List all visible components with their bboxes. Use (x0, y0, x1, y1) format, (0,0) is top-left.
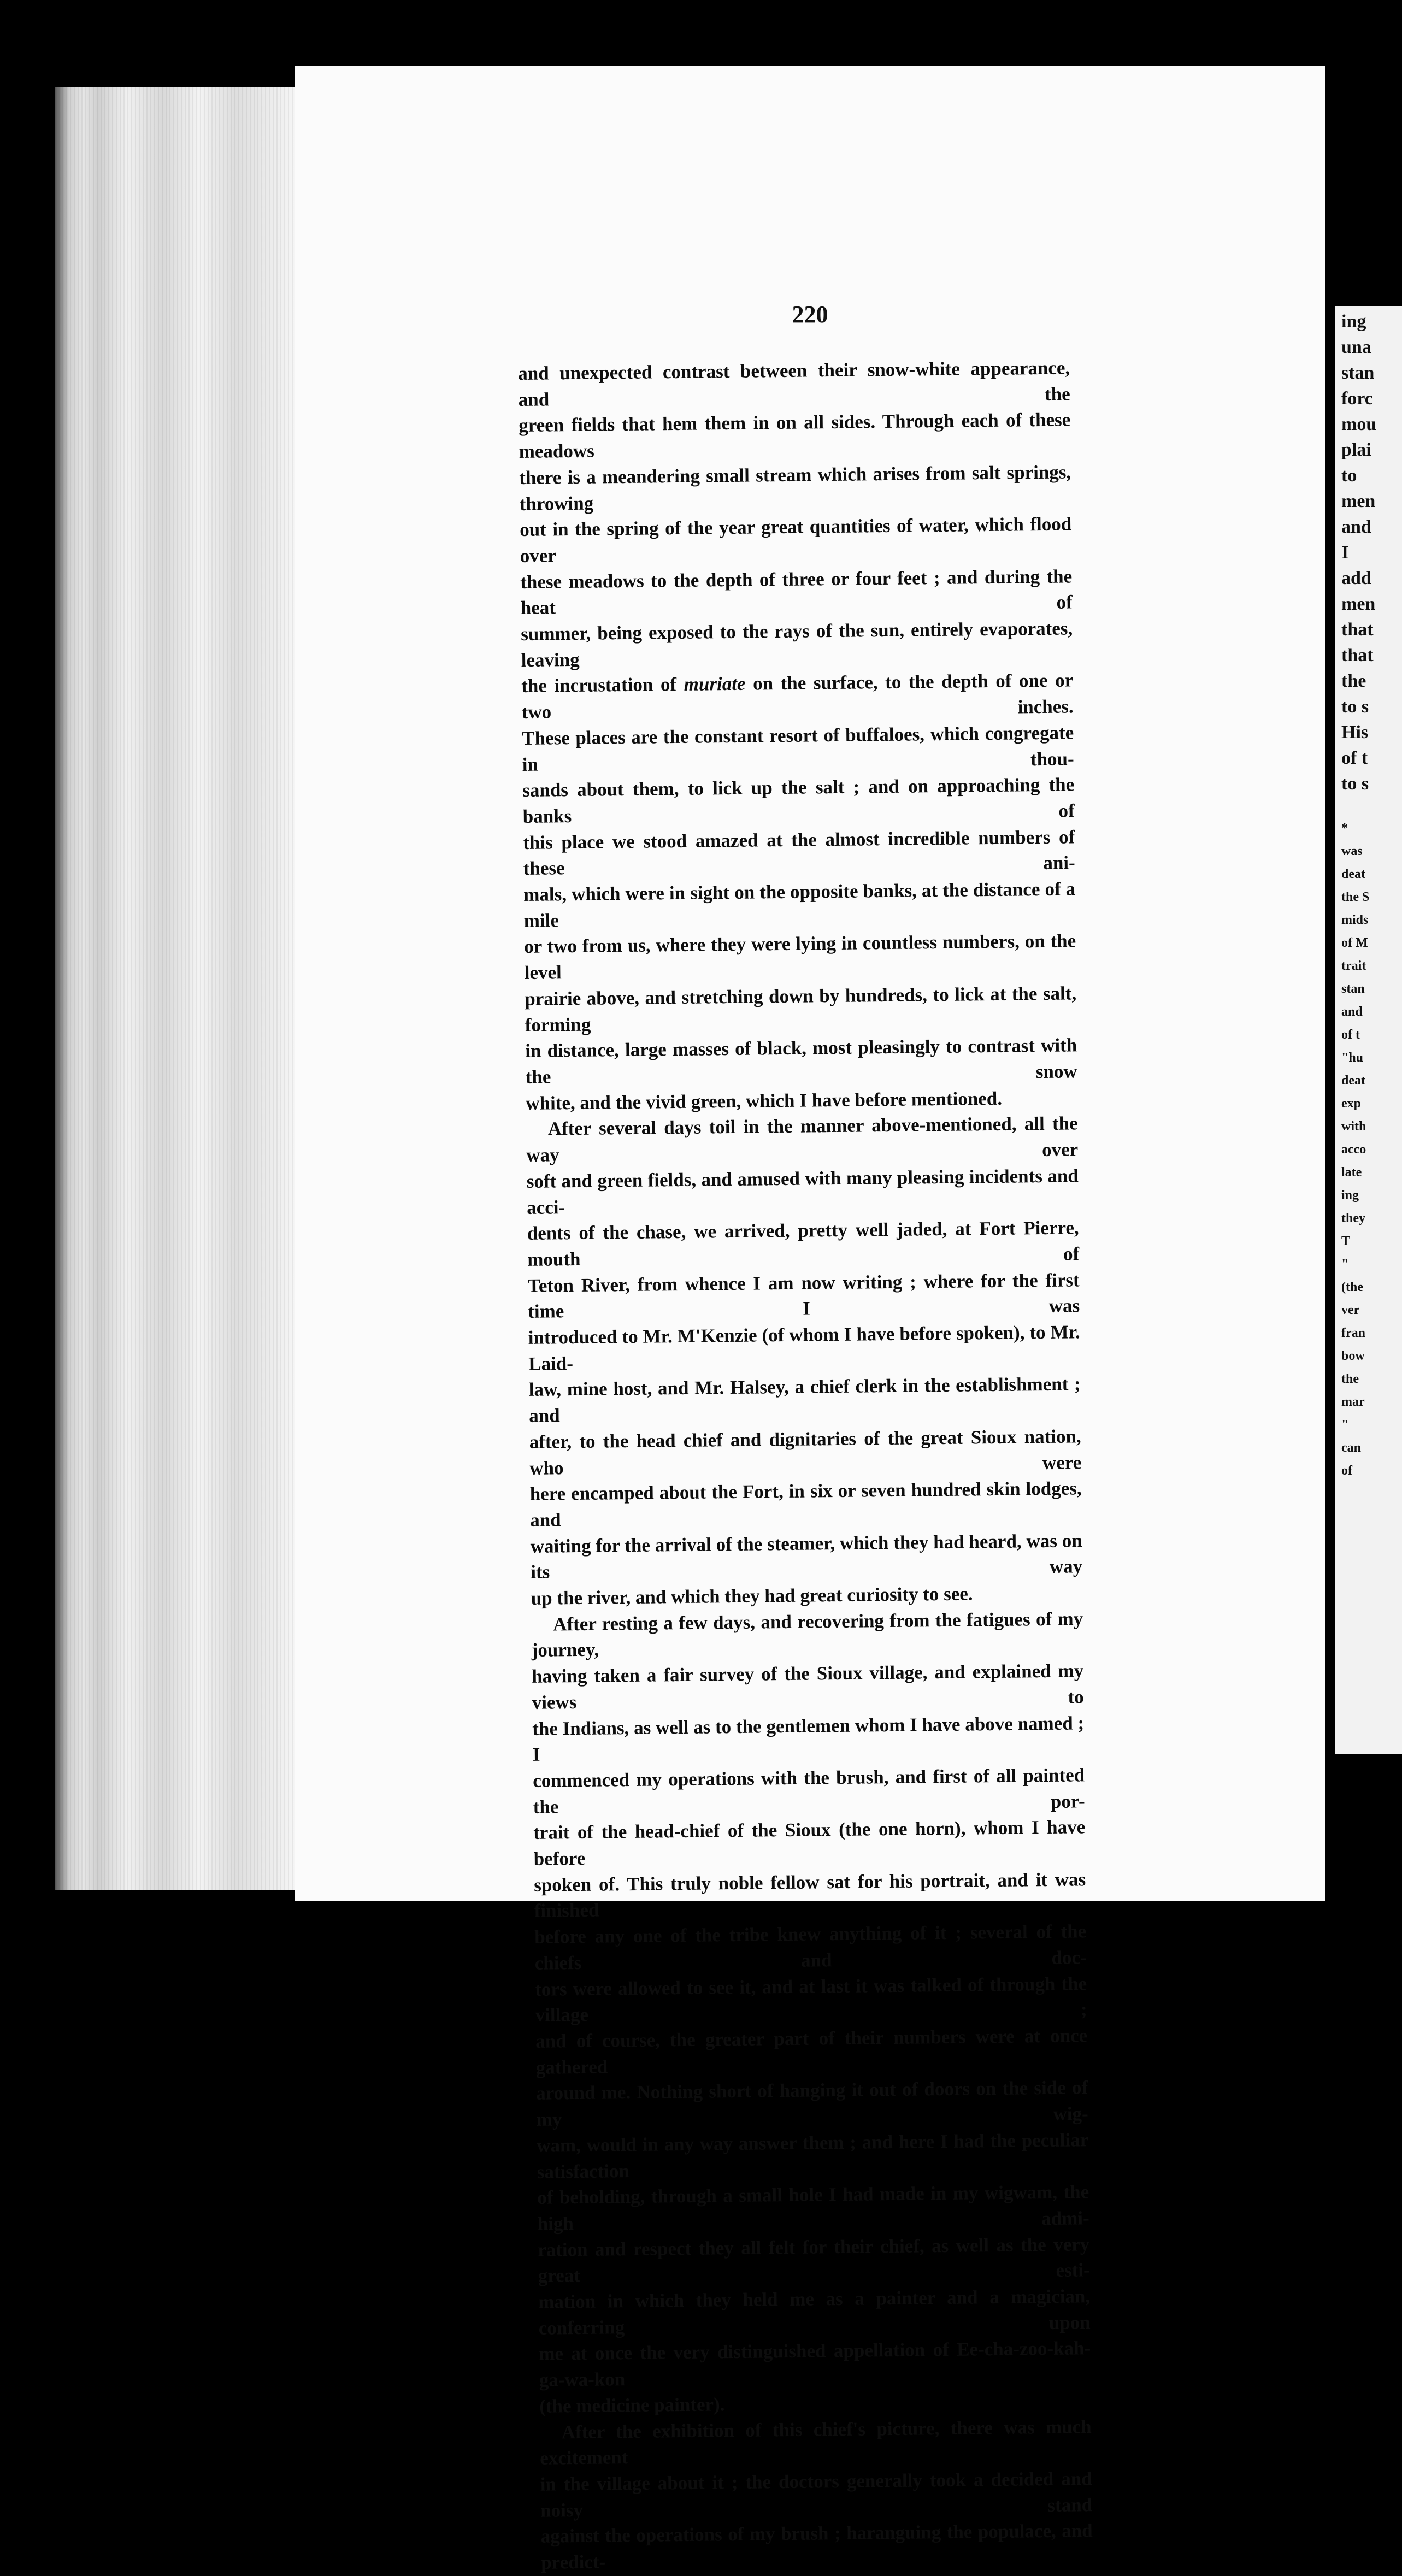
text-line: here encamped about the Fort, in six or seven hundred skin lodges, and (529, 1477, 1082, 1531)
facing-page-fragment (1335, 306, 1402, 1754)
text-line: and of course, the greater part of their numbers were at once gathered (535, 2025, 1088, 2078)
facing-page-text: of t (1341, 748, 1368, 768)
text-line: After several days toil in the manner above-mentioned, all the way over (526, 1112, 1079, 1166)
page-body-text (518, 355, 1093, 2575)
text-line: the incrustation of muriate on the surface, to the depth of one or two inches. (521, 669, 1074, 723)
page-number: 220 (792, 301, 828, 328)
facing-page-text: men (1341, 491, 1376, 511)
facing-page-text: and (1341, 517, 1371, 537)
text-line: this place we stood amazed at the almost incredible numbers of these ani- (523, 826, 1075, 880)
text-line: These places are the constant resort of buffaloes, which congregate in thou- (522, 722, 1074, 775)
facing-page-text: mou (1341, 414, 1377, 434)
text-line: after, to the head chief and dignitaries of the great Sioux nation, who were (529, 1425, 1082, 1479)
text-line: wam, would in any way answer them ; and here I had the peculiar satisfaction (537, 2129, 1089, 2183)
facing-page-text: I (1341, 543, 1349, 563)
text-line: law, mine host, and Mr. Halsey, a chief clerk in the establishment ; and (528, 1373, 1081, 1427)
text-line: the Indians, as well as to the gentlemen whom I have above named ; I (532, 1712, 1085, 1766)
facing-page-text: of t (1341, 1028, 1360, 1042)
facing-page-text: forc (1341, 388, 1373, 409)
text-line: soft and green fields, and amused with many pleasing incidents and acci- (526, 1165, 1079, 1218)
facing-page-text: stan (1341, 982, 1365, 996)
book-page (295, 66, 1325, 2573)
facing-page-text: to s (1341, 774, 1369, 794)
facing-page-text: (the (1341, 1280, 1363, 1294)
facing-page-text: was (1341, 844, 1363, 858)
text-line: having taken a fair survey of the Sioux village, and explained my views to (532, 1660, 1084, 1713)
text-line: dents of the chase, we arrived, pretty well jaded, at Fort Pierre, mouth of (527, 1217, 1080, 1270)
book-gutter (1325, 49, 1335, 1918)
text-line: ration and respect they all felt for their chief, as well as the very great esti- (538, 2233, 1090, 2287)
facing-page-text: with (1341, 1119, 1366, 1134)
text-line: mation in which they held me as a painter and a magician, conferring upon (538, 2285, 1091, 2339)
facing-page-text: " (1341, 1257, 1349, 1271)
facing-page-text: the (1341, 1372, 1359, 1386)
text-line: around me. Nothing short of hanging it out of doors on the side of my wig- (536, 2077, 1088, 2130)
text-line: Teton River, from whence I am now writing ; where for the first time I was (527, 1269, 1080, 1323)
facing-page-text: to (1341, 465, 1357, 486)
text-line: sands about them, to lick up the salt ; and on approaching the banks of (522, 774, 1075, 827)
facing-page-text: T (1341, 1234, 1351, 1248)
facing-page-text: His (1341, 722, 1369, 742)
facing-page-text: exp (1341, 1097, 1361, 1111)
text-line: tors were allowed to see it, and at last it was talked of through the village ; (535, 1972, 1087, 2026)
text-line: (the medicine painter). (539, 2394, 725, 2417)
text-line: waiting for the arrival of the steamer, which they had heard, was on its way (530, 1529, 1083, 1583)
facing-page-text: men (1341, 594, 1376, 614)
facing-page-text: that (1341, 645, 1374, 665)
facing-page-text: "hu (1341, 1051, 1364, 1065)
facing-page-text: they (1341, 1211, 1365, 1225)
text-line: before any one of the tribe knew anything of it ; several of the chiefs and doc- (534, 1920, 1087, 1974)
text-line: me at once the very distinguished appellation of Ee-cha-zoo-kah-ga-wa-kon (539, 2337, 1091, 2391)
text-line: commenced my operations with the brush, and first of all painted the por- (533, 1764, 1085, 1818)
text-line: against the operations of my brush ; haranguing the populace, and predict- (540, 2520, 1093, 2573)
text-line: out in the spring of the year great quantities of water, which flood over (520, 513, 1072, 567)
text-line: in distance, large masses of black, most pleasingly to contrast with the snow (525, 1034, 1077, 1088)
facing-page-text: of M (1341, 936, 1368, 950)
facing-page-text: ver (1341, 1303, 1360, 1317)
facing-page-text: of (1341, 1464, 1352, 1478)
facing-page-text: can (1341, 1441, 1361, 1455)
facing-page-text: * (1341, 821, 1348, 835)
facing-page-text: fran (1341, 1326, 1365, 1340)
text-line: these meadows to the depth of three or four feet ; and during the heat of (520, 565, 1073, 619)
text-line: there is a meandering small stream which arises from salt springs, throwing (519, 461, 1071, 515)
facing-page-text: bow (1341, 1349, 1365, 1363)
text-line: introduced to Mr. M'Kenzie (of whom I have before spoken), to Mr. Laid- (528, 1321, 1080, 1375)
text-line: trait of the head-chief of the Sioux (the one horn), whom I have before (533, 1816, 1086, 1870)
facing-page-text: trait (1341, 959, 1366, 973)
text-line: mals, which were in sight on the opposite banks, at the distance of a mile (523, 878, 1076, 932)
facing-page-text: ing (1341, 311, 1366, 332)
text-line: up the river, and which they had great curiosity to see. (531, 1583, 973, 1609)
text-line: white, and the vivid green, which I have before mentioned. (526, 1087, 1003, 1114)
text-line: and unexpected contrast between their snow-white appearance, and the (518, 357, 1070, 410)
facing-page-text: deat (1341, 867, 1365, 881)
text-line: summer, being exposed to the rays of the sun, entirely evaporates, leaving (521, 617, 1073, 671)
text-line: After the exhibition of this chief's picture, there was much excitement (540, 2415, 1092, 2469)
facing-page-text: and (1341, 1005, 1363, 1019)
facing-page-text: deat (1341, 1074, 1365, 1088)
text-line: spoken of. This truly noble fellow sat for his portrait, and it was finished (534, 1868, 1086, 1922)
facing-page-text: " (1341, 1418, 1349, 1432)
facing-page-text: to s (1341, 697, 1369, 717)
text-line: prairie above, and stretching down by hundreds, to lick at the salt, forming (525, 982, 1077, 1036)
facing-page-text: ing (1341, 1188, 1359, 1202)
book-page-edges (55, 87, 295, 1890)
text-line: in the village about it ; the doctors generally took a decided and noisy stand (540, 2468, 1093, 2521)
text-line: of beholding, through a small hole I had made in my wigwam, the high admi- (537, 2181, 1089, 2235)
facing-page-text: mids (1341, 913, 1369, 927)
facing-page-text: una (1341, 337, 1371, 357)
facing-page-text: acco (1341, 1142, 1366, 1157)
text-line: green fields that hem them in on all sides. Through each of these meadows (519, 409, 1071, 463)
text-line: or two from us, where they were lying in countless numbers, on the level (524, 930, 1076, 984)
facing-page-text: mar (1341, 1395, 1365, 1409)
facing-page-text: late (1341, 1165, 1362, 1180)
facing-page-text: stan (1341, 363, 1375, 383)
facing-page-text: add (1341, 568, 1371, 588)
text-line: After resting a few days, and recovering from the fatigues of my journey, (531, 1608, 1083, 1661)
facing-page-text: that (1341, 620, 1374, 640)
facing-page-text: plai (1341, 440, 1371, 460)
facing-page-text: the S (1341, 890, 1370, 904)
facing-page-text: the (1341, 671, 1366, 691)
